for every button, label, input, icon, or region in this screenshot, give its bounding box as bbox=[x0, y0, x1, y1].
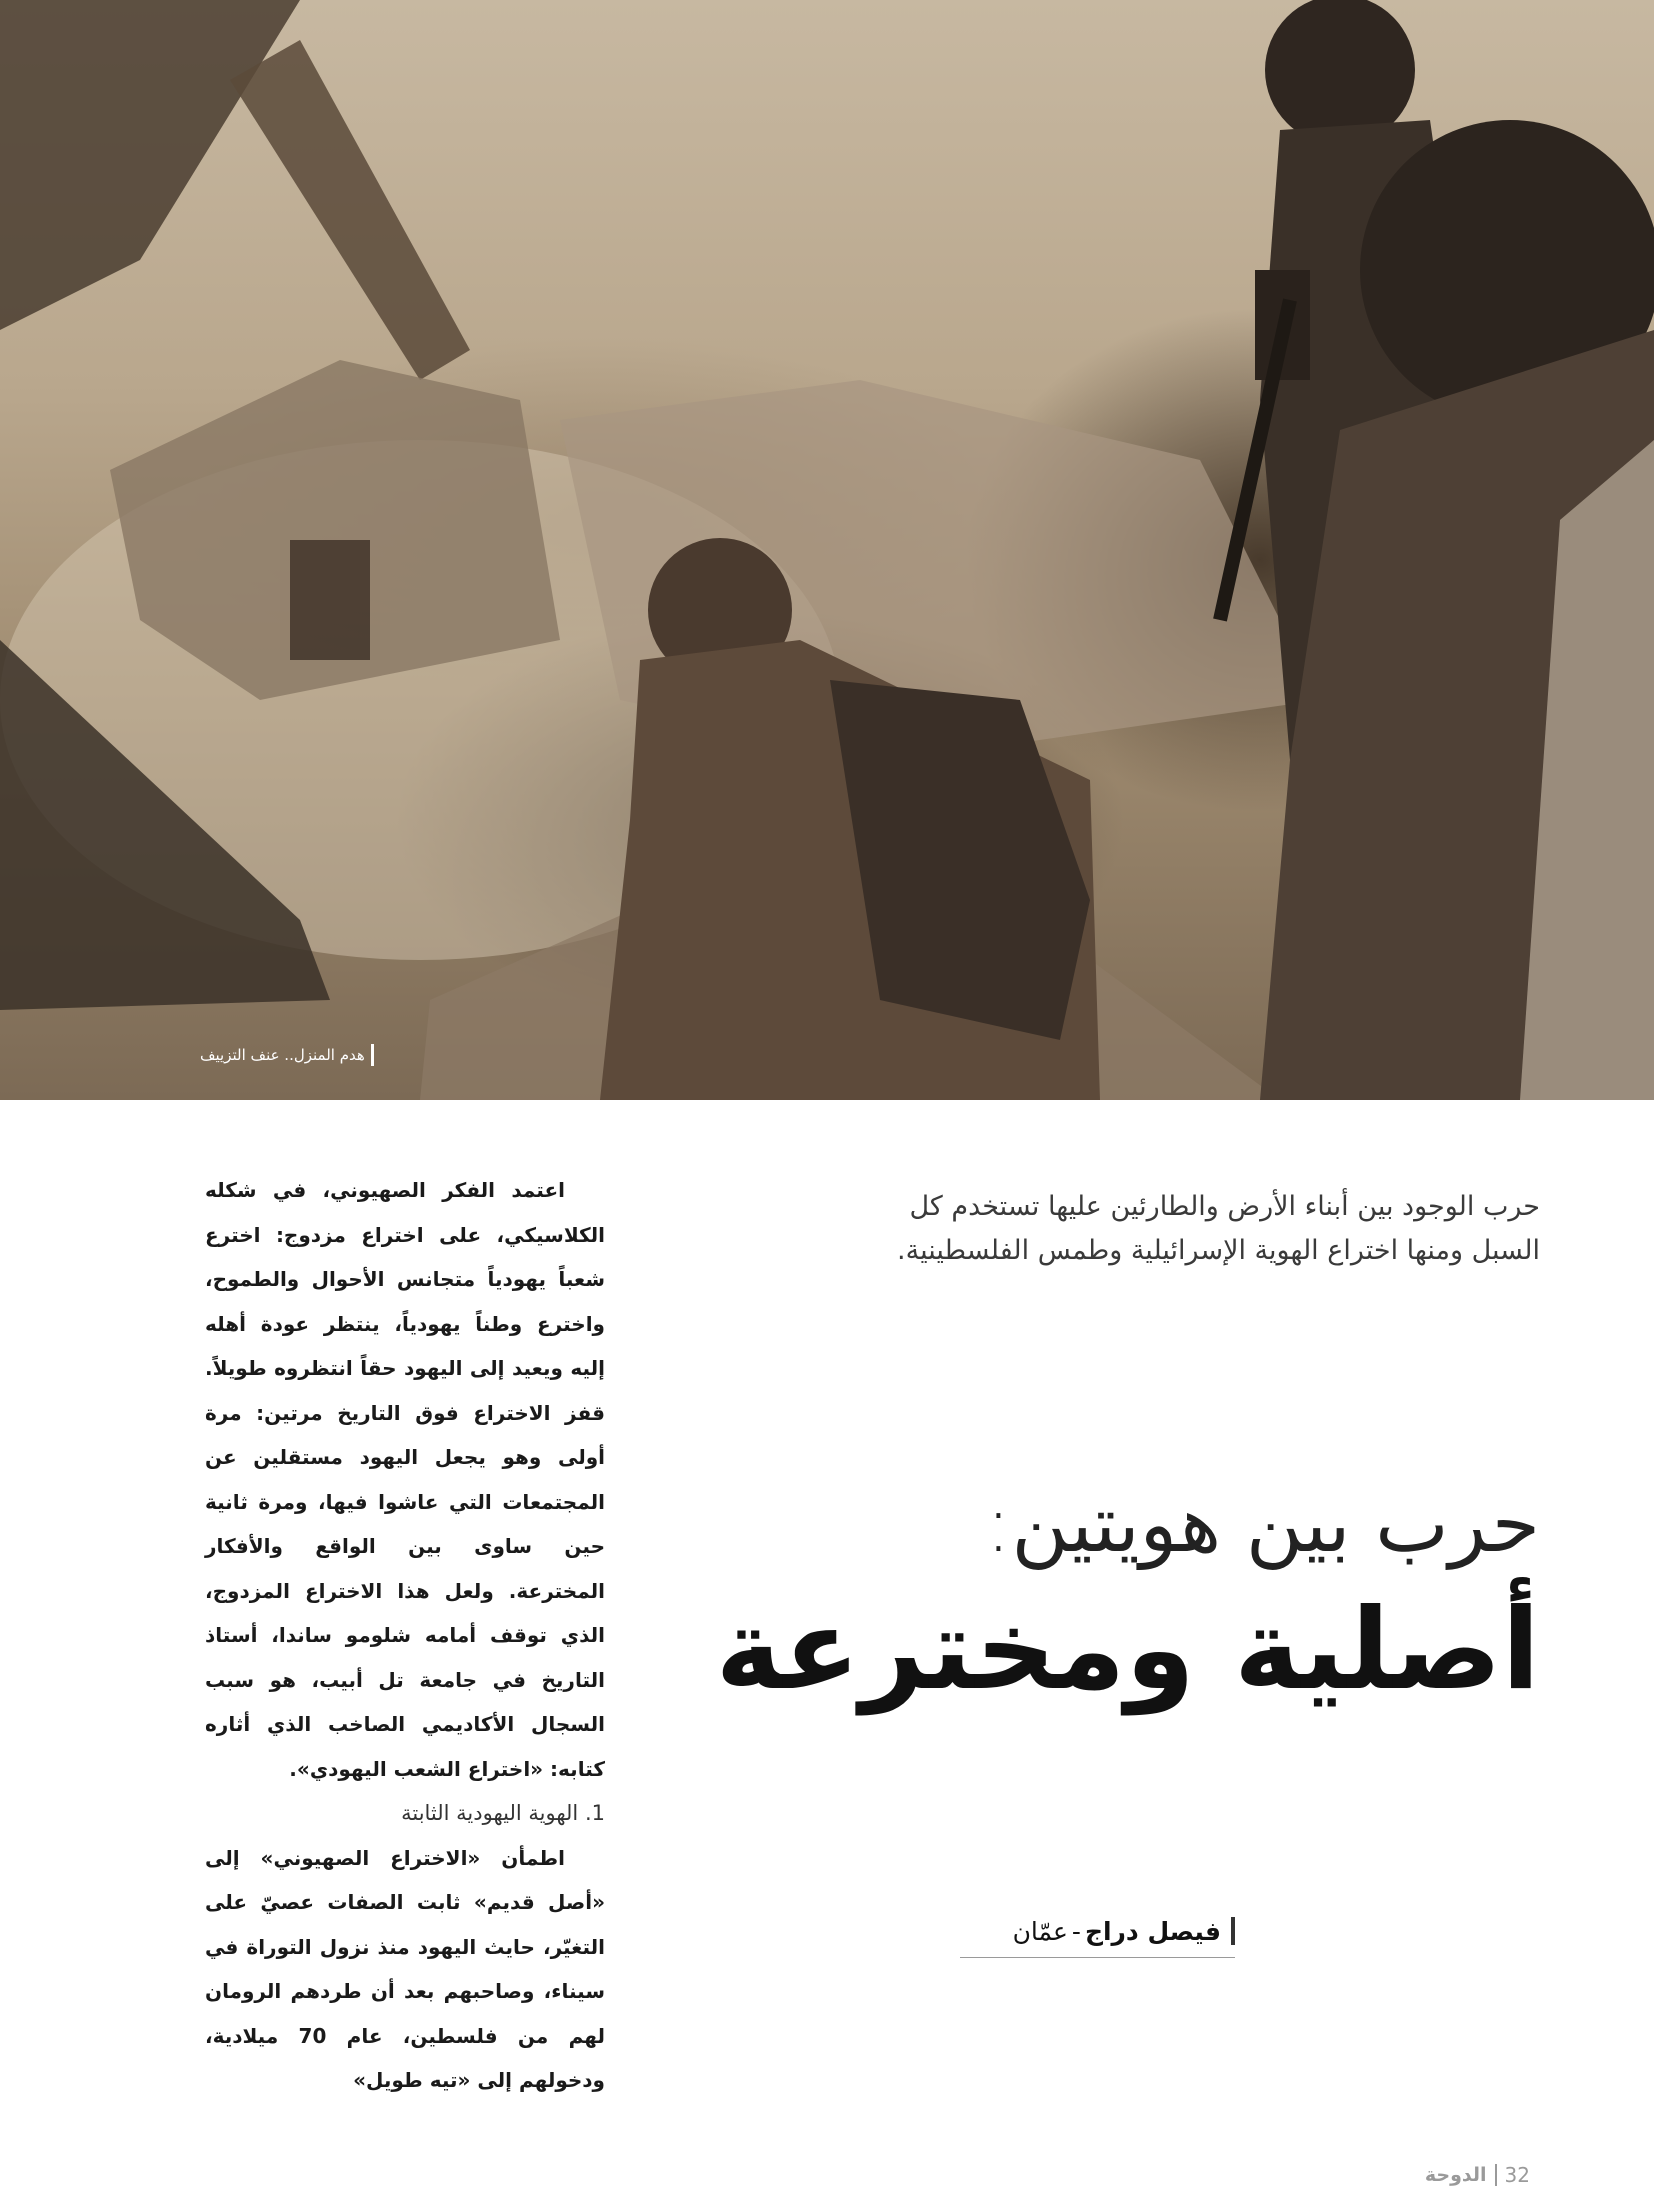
author-name: فيصل دراج bbox=[1084, 1916, 1221, 1946]
photo-caption bbox=[200, 1040, 430, 1070]
author-city: عمّان bbox=[1012, 1916, 1068, 1946]
magazine-logo: الدوحة bbox=[1424, 2164, 1487, 2186]
byline-separator: - bbox=[1071, 1916, 1081, 1946]
article-body bbox=[205, 1168, 605, 2103]
photo-illustration bbox=[0, 0, 1654, 1100]
byline bbox=[960, 1905, 1235, 1958]
page-number: 32 bbox=[1504, 2163, 1530, 2187]
caption-text: هدم المنزل.. عنف التزييف bbox=[200, 1046, 365, 1064]
body-paragraph-1: اعتمد الفكر الصهيوني، في شكله الكلاسيكي، على اختراع مزدوج: اخترع شعباً يهودياً متجانس الأحوال والطموح، واخترع وطناً يهودياً، ينتظر عودة أهله إليه ويعيد إلى اليهود حقاً انتظروه طويلاً. قفز الاختراع فوق التاريخ مرتين: مرة أولى وهو يجعل اليهود مستقلين عن المجتمعات التي عاشوا فيها، ومرة ثانية حين ساوى بين الواقع والأفكار المخترعة. ولعل هذا الاختراع المزدوج، الذي توقف أمامه شلومو ساندا، أستاذ التاريخ في جامعة تل أبيب، هو سبب السجال الأكاديمي الصاخب الذي أثاره كتابه: «اختراع الشعب اليهودي». bbox=[205, 1178, 605, 1781]
article-deck: حرب الوجود بين أبناء الأرض والطارئين عليها تستخدم كل السبل ومنها اختراع الهوية الإسرائيلية وطمس الفلسطينية. bbox=[897, 1191, 1540, 1266]
headline-line-2: أصلية ومخترعة bbox=[715, 1585, 1540, 1715]
hero-photo bbox=[0, 0, 1654, 1100]
body-paragraph-2: اطمأن «الاختراع الصهيوني» إلى «أصل قديم» ثابت الصفات عصيّ على التغيّر، حايث اليهود منذ نزول التوراة في سيناء، وصاحبهم بعد أن طردهم الرومان لهم من فلسطين، عام 70 ميلادية، ودخولهم إلى «تيه طويل» bbox=[205, 1845, 605, 2092]
section-subheading: 1. الهوية اليهودية الثابتة bbox=[401, 1801, 605, 1825]
headline-line-1: حرب بين هويتين: bbox=[985, 1480, 1540, 1570]
page-footer bbox=[1380, 2160, 1530, 2190]
byline-marker bbox=[1231, 1917, 1235, 1945]
footer-divider bbox=[1495, 2164, 1497, 2186]
caption-marker bbox=[371, 1044, 374, 1066]
